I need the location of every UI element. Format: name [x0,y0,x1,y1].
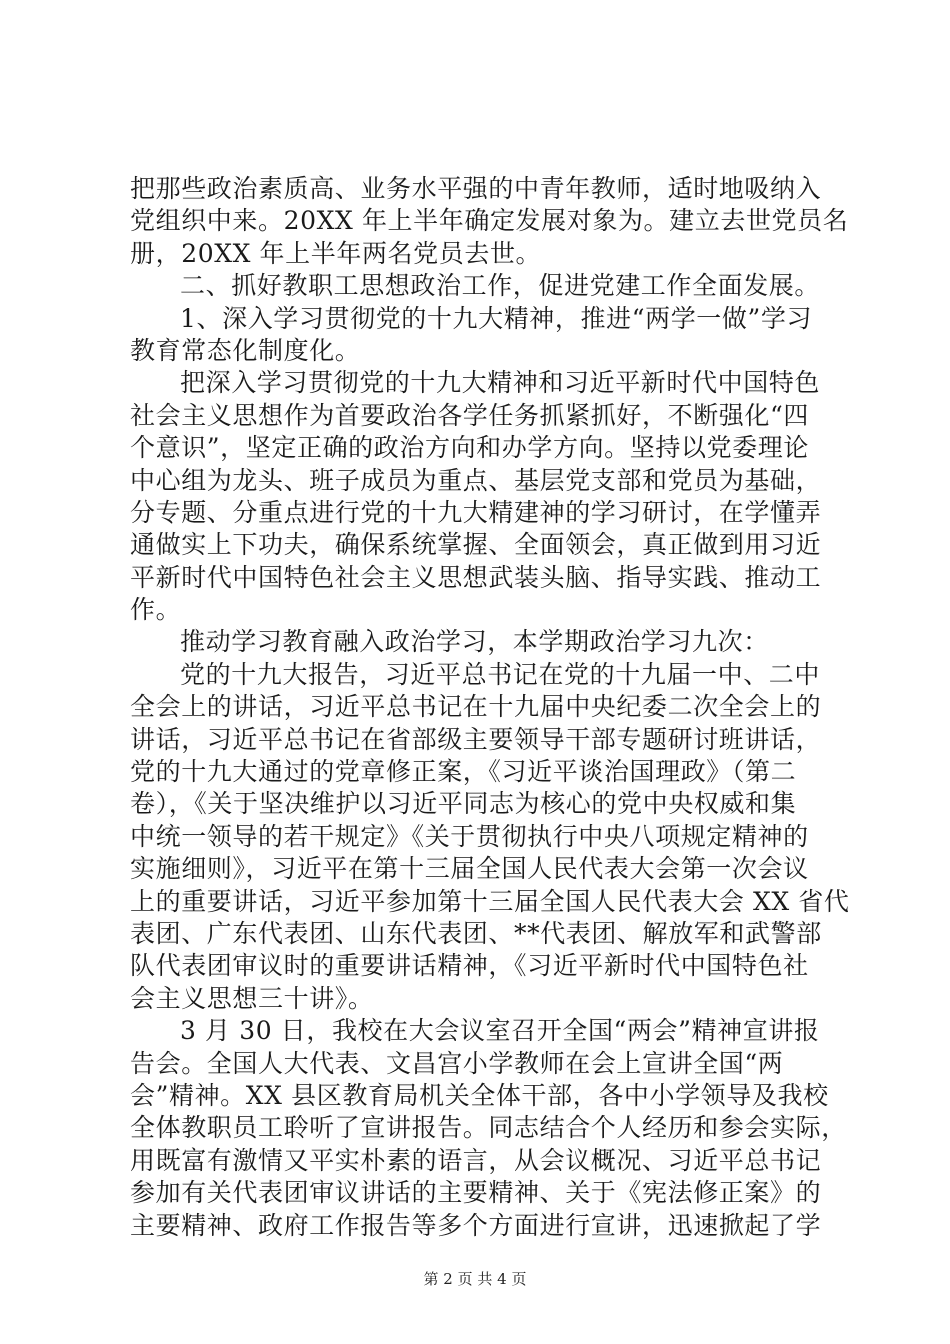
text-line: 主要精神、政府工作报告等多个方面进行宣讲，迅速掀起了学 [130,1210,822,1240]
text-line: 分专题、分重点进行党的十九大精建神的学习研讨，在学懂弄 [130,497,822,527]
text-line: 全体教职员工聆听了宣讲报告。同志结合个人经历和参会实际， [130,1113,847,1143]
text-line: 中心组为龙头、班子成员为重点、基层党支部和党员为基础， [130,465,822,495]
page-footer: 第 2 页 共 4 页 [423,1270,527,1288]
text-line: 作。 [130,595,182,625]
text-line: 教育常态化制度化。 [130,335,361,365]
text-line: 党的十九大报告，习近平总书记在党的十九届一中、二中 [180,659,821,689]
text-line: 1、深入学习贯彻党的十九大精神，推进“两学一做”学习 [180,303,813,333]
text-line: 社会主义思想作为首要政治各学任务抓紧抓好，不断强化“四 [130,400,809,430]
text-line: 用既富有激情又平实朴素的语言，从会议概况、习近平总书记 [130,1145,822,1175]
text-line: 把深入学习贯彻党的十九大精神和习近平新时代中国特色 [180,368,821,398]
text-line: 参加有关代表团审议讲话的主要精神、关于《宪法修正案》的 [130,1178,822,1208]
text-line: 队代表团审议时的重要讲话精神，《习近平新时代中国特色社 [130,951,809,981]
text-line: 会主义思想三十讲》。 [130,983,374,1013]
text-line: 卷），《关于坚决维护以习近平同志为核心的党中央权威和集 [130,789,797,819]
text-line: 全会上的讲话，习近平总书记在十九届中央纪委二次全会上的 [130,692,822,722]
text-line: 平新时代中国特色社会主义思想武装头脑、指导实践、推动工 [130,562,822,592]
text-line: 党组织中来。20XX 年上半年确定发展对象为。建立去世党员名 [130,206,849,236]
text-line: 二、抓好教职工思想政治工作，促进党建工作全面发展。 [180,271,821,301]
text-line: 党的十九大通过的党章修正案，《习近平谈治国理政》（第二 [130,757,797,787]
text-line: 中统一领导的若干规定》《关于贯彻执行中央八项规定精神的 [130,821,809,851]
text-line: 会”精神。XX 县区教育局机关全体干部，各中小学领导及我校 [130,1080,829,1110]
text-line: 册，20XX 年上半年两名党员去世。 [130,238,542,268]
text-line: 把那些政治素质高、业务水平强的中青年教师，适时地吸纳入 [130,174,822,203]
text-line: 个意识”，坚定正确的政治方向和办学方向。坚持以党委理论 [130,433,809,463]
text-line: 推动学习教育融入政治学习，本学期政治学习九次： [180,627,769,657]
text-line: 上的重要讲话，习近平参加第十三届全国人民代表大会 XX 省代 [130,886,850,916]
text-line: 3 月 30 日，我校在大会议室召开全国“两会”精神宣讲报 [180,1016,820,1046]
text-line: 表团、广东代表团、山东代表团、**代表团、解放军和武警部 [130,918,822,948]
body-text [130,173,850,1242]
text-line: 讲话，习近平总书记在省部级主要领导干部专题研讨班讲话， [130,724,822,754]
text-line: 通做实上下功夫，确保系统掌握、全面领会，真正做到用习近 [130,530,822,560]
text-line: 告会。全国人大代表、文昌宫小学教师在会上宣讲全国“两 [130,1048,784,1078]
text-line: 实施细则》，习近平在第十三届全国人民代表大会第一次会议 [130,854,809,884]
